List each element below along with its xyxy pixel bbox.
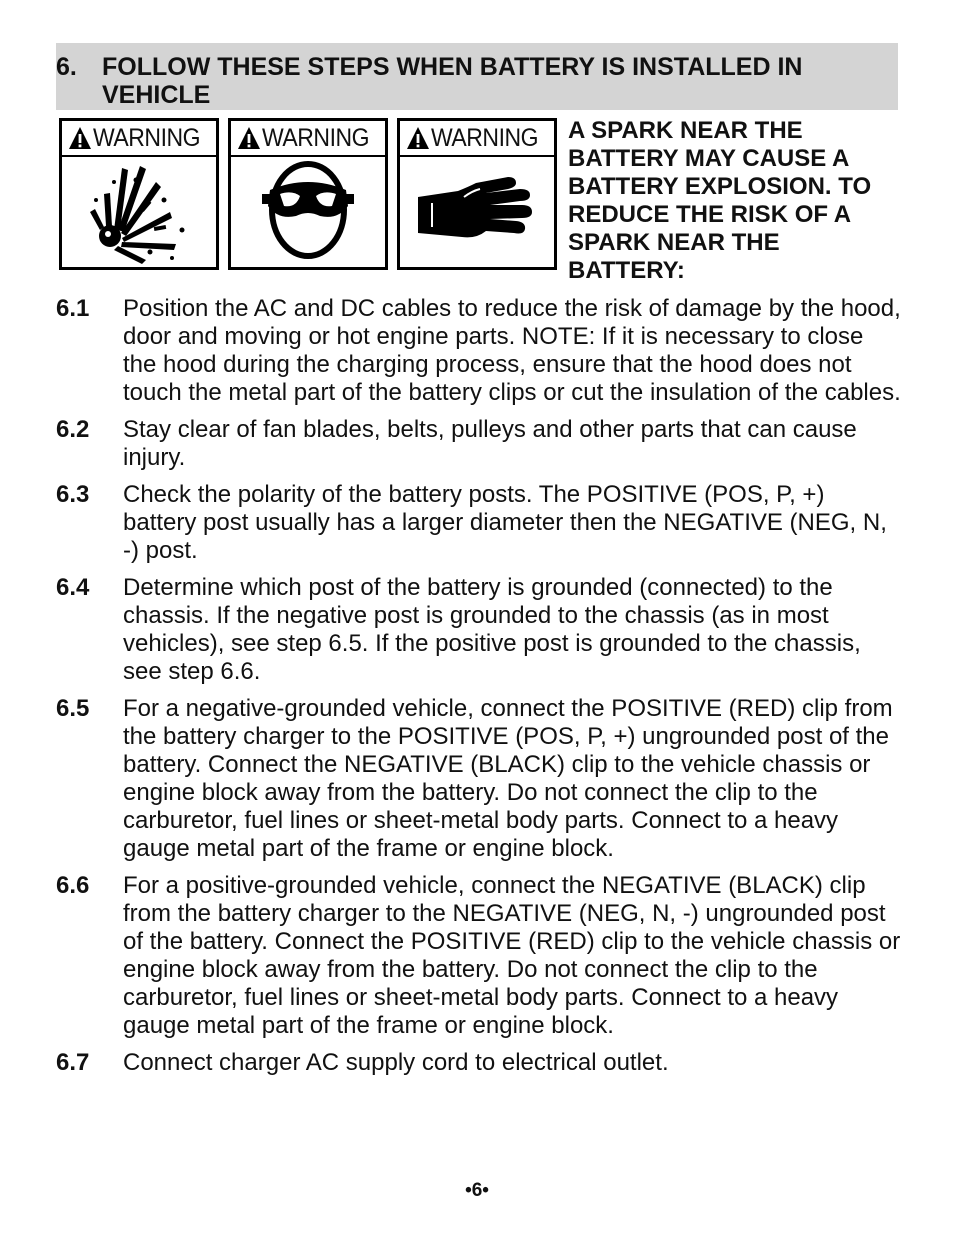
step-item (56, 574, 901, 686)
safety-goggles-icon (258, 160, 358, 264)
step-number: 6.4 (56, 574, 90, 601)
step-item (56, 872, 901, 1040)
warning-triangle-icon (237, 126, 261, 150)
warning-triangle-icon (406, 126, 430, 150)
page-number: •6• (465, 1180, 489, 1201)
warning-triangle-icon (68, 126, 92, 150)
step-number: 6.1 (56, 295, 90, 322)
step-number: 6.5 (56, 695, 90, 722)
step-number: 6.7 (56, 1049, 90, 1076)
warning-header (62, 121, 216, 157)
warning-header (231, 121, 385, 157)
spark-warning-notice: A SPARK NEAR THE BATTERY MAY CAUSE A BATTERY EXPLOSION. TO REDUCE THE RISK OF A SPARK NEAR THE BATTERY: (568, 117, 872, 284)
warning-label: WARNING (431, 124, 539, 152)
section-title: FOLLOW THESE STEPS WHEN BATTERY IS INSTALLED IN VEHICLE (102, 53, 803, 109)
warning-header (400, 121, 554, 157)
section-header (56, 43, 898, 110)
step-item (56, 416, 901, 472)
step-item (56, 1049, 901, 1077)
protective-glove-icon (412, 167, 542, 257)
step-number: 6.6 (56, 872, 90, 899)
step-item (56, 695, 901, 863)
step-text: Stay clear of fan blades, belts, pulleys and other parts that can cause injury. (123, 416, 857, 471)
step-text: For a negative-grounded vehicle, connect the POSITIVE (RED) clip from the battery charger to the POSITIVE (POS, P, +) ungrounded post of the battery. Connect the NEGATIVE (BLACK) clip to the vehicle chassis or engine block away from the battery. Do not connect the clip to the carburetor, fuel lines or sheet-metal body parts. Connect to a heavy gauge metal part of the frame or engine block. (123, 695, 893, 862)
step-item (56, 481, 901, 565)
step-text: Position the AC and DC cables to reduce the risk of damage by the hood, door and moving or hot engine parts. NOTE: If it is necessary to close the hood during the charging process, ensure that the hood does not touch the metal part of the battery clips or cut the insulation of the cables. (123, 295, 901, 406)
section-number: 6. (56, 53, 77, 81)
step-text: Check the polarity of the battery posts. The POSITIVE (POS, P, +) battery post usually has a larger diameter then the NEGATIVE (NEG, N, -) post. (123, 481, 887, 564)
step-item (56, 295, 901, 407)
explosion-icon (84, 160, 194, 264)
warning-panels (59, 118, 559, 272)
warning-label: WARNING (93, 124, 201, 152)
warning-panel-explosion (59, 118, 219, 270)
warning-panel-glove (397, 118, 557, 270)
warning-panel-goggles (228, 118, 388, 270)
step-text: Connect charger AC supply cord to electrical outlet. (123, 1049, 669, 1076)
step-text: For a positive-grounded vehicle, connect the NEGATIVE (BLACK) clip from the battery charger to the NEGATIVE (NEG, N, -) ungrounded post of the battery. Connect the POSITIVE (RED) clip to the vehicle chassis or engine block away from the battery. Do not connect the clip to the carburetor, fuel lines or sheet-metal body parts. Connect to a heavy gauge metal part of the frame or engine block. (123, 872, 901, 1039)
step-number: 6.3 (56, 481, 90, 508)
step-text: Determine which post of the battery is grounded (connected) to the chassis. If the negative post is grounded to the chassis (as in most vehicles), see step 6.5. If the positive post is grounded to the chassis, see step 6.6. (123, 574, 861, 685)
warning-label: WARNING (262, 124, 370, 152)
step-list (56, 295, 901, 1086)
step-number: 6.2 (56, 416, 90, 443)
